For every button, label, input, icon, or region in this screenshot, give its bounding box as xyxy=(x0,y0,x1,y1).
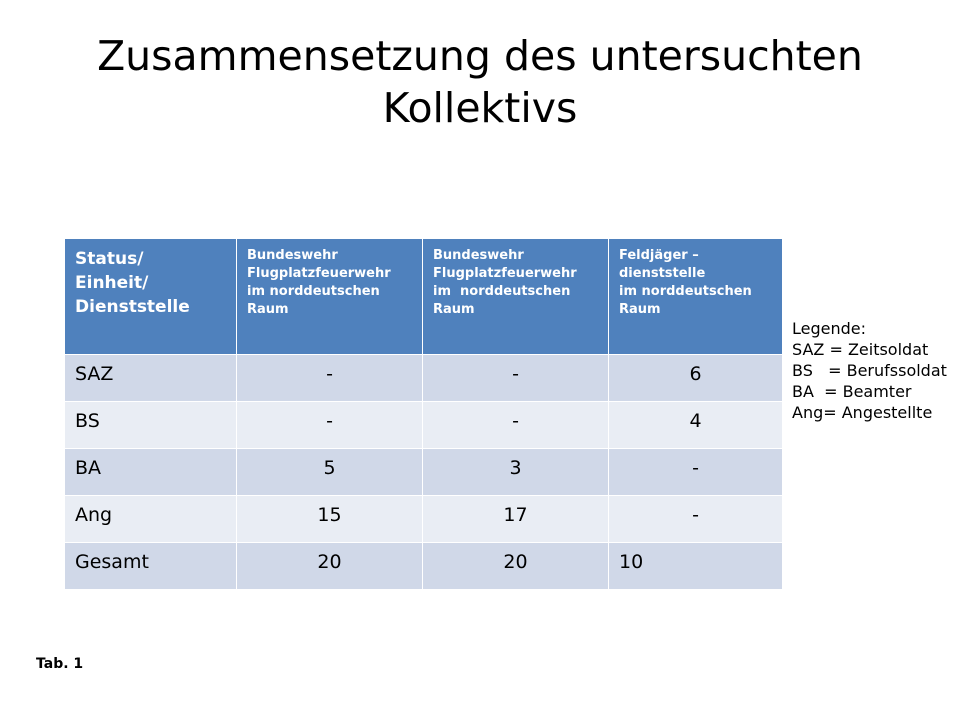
table-header-row xyxy=(65,239,783,355)
header-col-2-line: Raum xyxy=(433,302,475,317)
table-cell: 20 xyxy=(423,543,609,590)
header-col-1-line: Raum xyxy=(247,302,289,317)
legend-item: BA = Beamter xyxy=(792,382,912,401)
legend-item: Ang= Angestellte xyxy=(792,403,933,422)
table-cell: - xyxy=(609,496,783,543)
legend xyxy=(792,318,947,423)
table-cell: - xyxy=(423,355,609,402)
row-label: Gesamt xyxy=(65,543,237,590)
table-cell: 4 xyxy=(609,402,783,449)
header-col-2-line: Bundeswehr xyxy=(433,248,524,263)
table-cell: - xyxy=(609,449,783,496)
table-cell: 20 xyxy=(237,543,423,590)
header-status xyxy=(65,239,237,355)
header-col-3-line: Raum xyxy=(619,302,661,317)
slide-title-line-1: Zusammensetzung des untersuchten xyxy=(97,32,863,80)
composition-table xyxy=(64,238,783,590)
table-cell: 17 xyxy=(423,496,609,543)
legend-item: BS = Berufssoldat xyxy=(792,361,947,380)
header-status-line: Einheit/ xyxy=(75,273,149,293)
legend-item: SAZ = Zeitsoldat xyxy=(792,340,929,359)
table-cell: - xyxy=(423,402,609,449)
slide-title xyxy=(0,30,960,134)
header-col-2-line: Flugplatzfeuerwehr xyxy=(433,266,577,281)
header-status-line: Dienststelle xyxy=(75,297,190,317)
header-col-3-line: dienststelle xyxy=(619,266,706,281)
header-status-line: Status/ xyxy=(75,249,144,269)
header-col-1 xyxy=(237,239,423,355)
header-col-1-line: Flugplatzfeuerwehr xyxy=(247,266,391,281)
table-cell: 3 xyxy=(423,449,609,496)
table-cell: 6 xyxy=(609,355,783,402)
header-col-2 xyxy=(423,239,609,355)
header-col-2-line: im norddeutschen xyxy=(433,284,571,299)
table-row xyxy=(65,496,783,543)
table-cell: 10 xyxy=(609,543,783,590)
header-col-1-line: Bundeswehr xyxy=(247,248,338,263)
table-cell: - xyxy=(237,355,423,402)
slide-title-line-2: Kollektivs xyxy=(382,84,578,132)
header-col-3 xyxy=(609,239,783,355)
row-label: Ang xyxy=(65,496,237,543)
table-row xyxy=(65,449,783,496)
table-cell: - xyxy=(237,402,423,449)
row-label: SAZ xyxy=(65,355,237,402)
header-col-3-line: Feldjäger – xyxy=(619,248,699,263)
table-cell: 15 xyxy=(237,496,423,543)
row-label: BS xyxy=(65,402,237,449)
legend-title: Legende: xyxy=(792,319,867,338)
table-row xyxy=(65,543,783,590)
header-col-1-line: im norddeutschen xyxy=(247,284,380,299)
table-cell: 5 xyxy=(237,449,423,496)
table-row xyxy=(65,355,783,402)
table-caption: Tab. 1 xyxy=(36,656,84,672)
header-col-3-line: im norddeutschen xyxy=(619,284,752,299)
table-row xyxy=(65,402,783,449)
row-label: BA xyxy=(65,449,237,496)
